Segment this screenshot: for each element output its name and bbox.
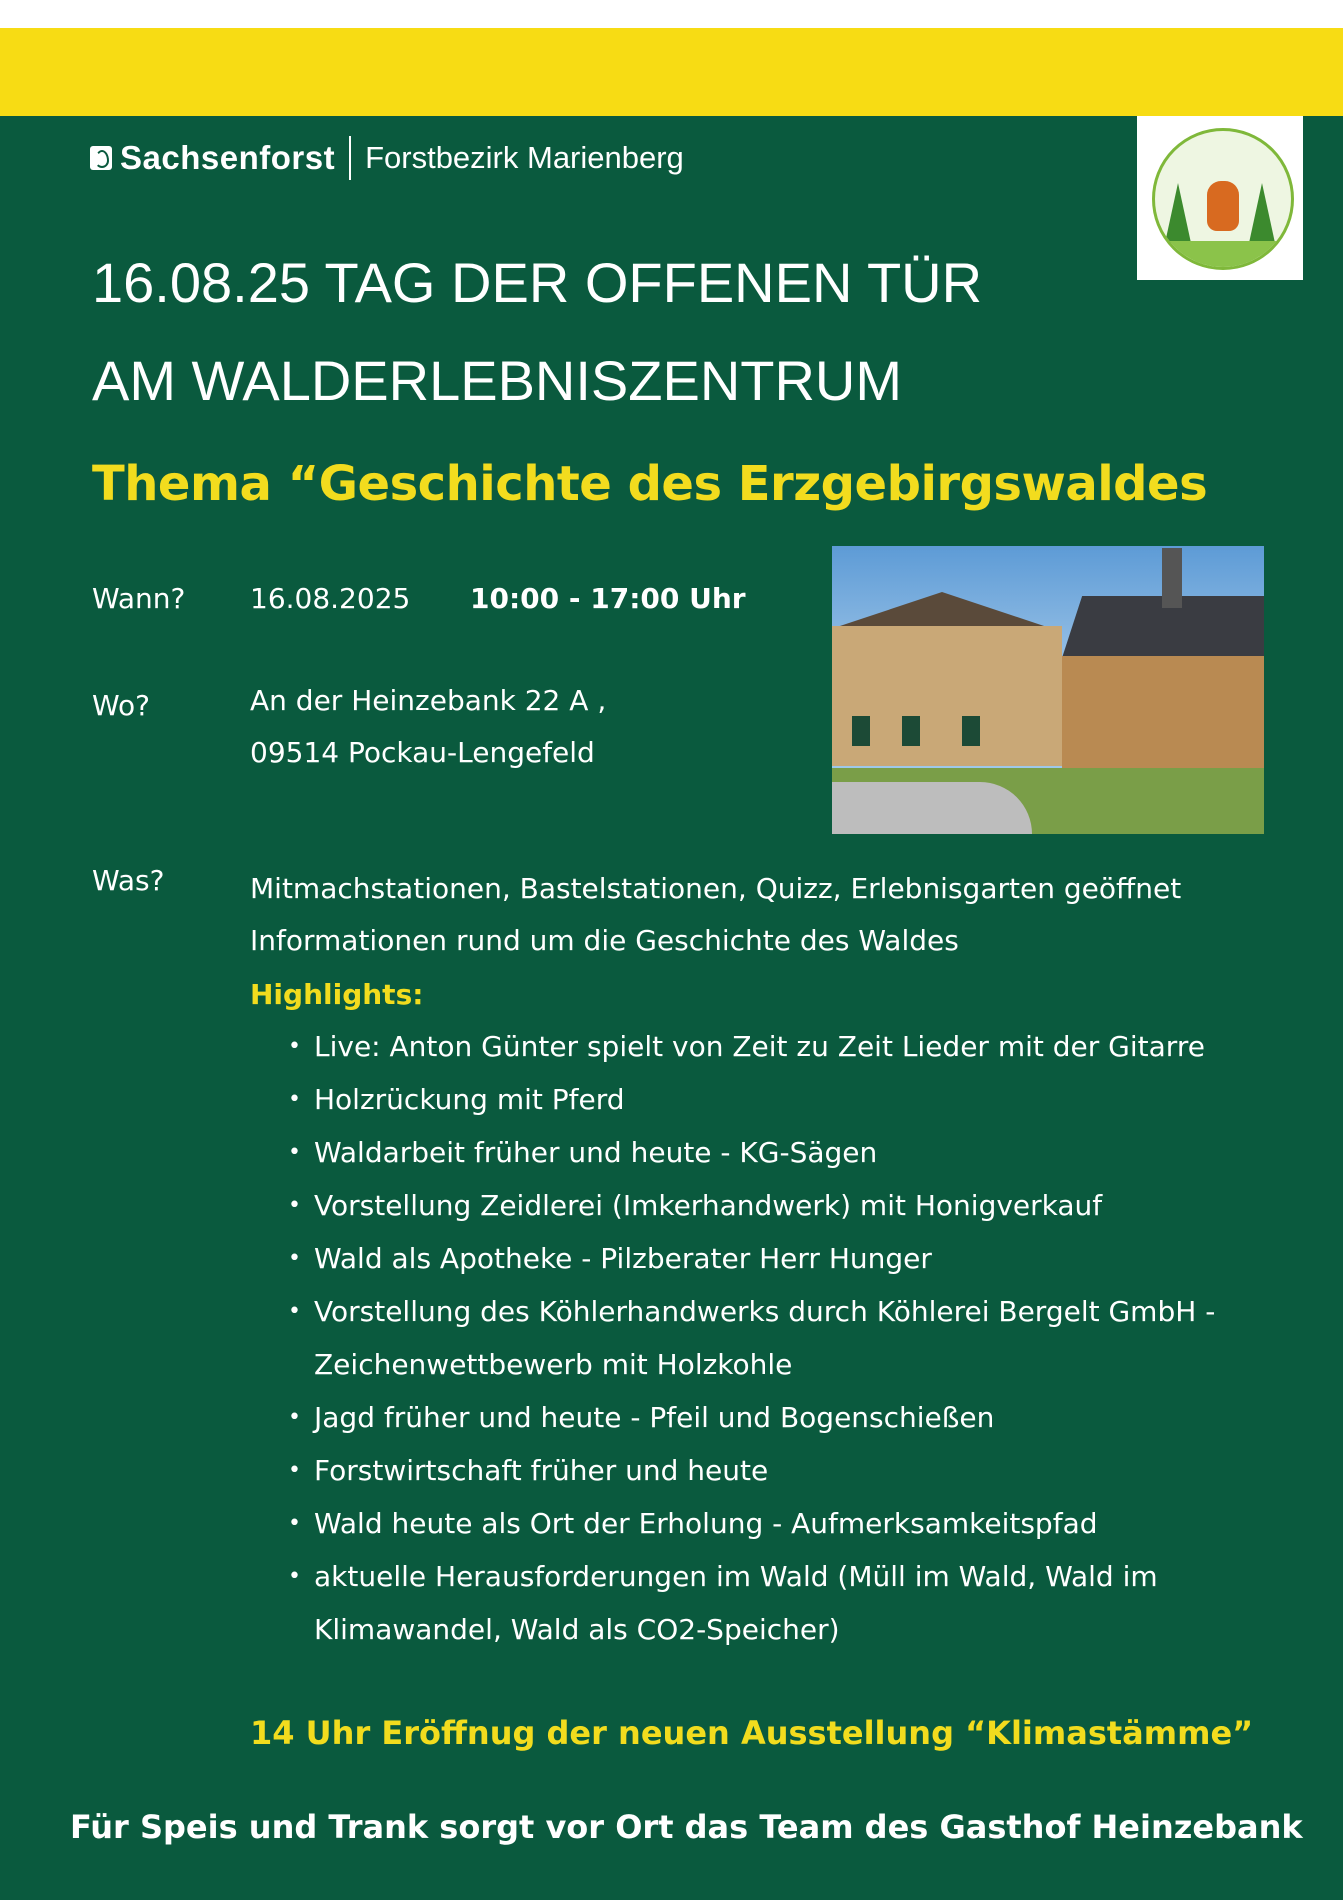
exhibition-opening: 14 Uhr Eröffnug der neuen Ausstellung “Klimastämme”	[250, 1714, 1254, 1752]
address-line-2: 09514 Pockau-Lengefeld	[250, 736, 595, 769]
tree-icon	[1249, 183, 1275, 243]
building-photo	[832, 546, 1264, 834]
catering-note: Für Speis und Trank sorgt vor Ort das Team des Gasthof Heinzebank	[70, 1808, 1303, 1846]
brand-name: Sachsenforst	[120, 139, 336, 176]
flyer-panel	[0, 116, 1343, 1900]
walderlebniszentrum-logo	[1137, 116, 1303, 280]
when-label: Wann?	[92, 582, 186, 615]
list-item: • Wald als Apotheke - Pilzberater Herr Hunger	[314, 1232, 1215, 1285]
list-item-continuation: Zeichenwettbewerb mit Holzkohle	[314, 1348, 793, 1381]
where-label: Wo?	[92, 689, 151, 722]
list-item: • Waldarbeit früher und heute - KG-Sägen	[314, 1126, 1215, 1179]
page-title-line-1: 16.08.25 TAG DER OFFENEN TÜR	[92, 251, 983, 314]
list-item-continuation: Klimawandel, Wald als CO2-Speicher)	[314, 1613, 840, 1646]
list-item: • Holzrückung mit Pferd	[314, 1073, 1215, 1126]
logo-badge	[1152, 128, 1294, 270]
fox-icon	[1207, 181, 1239, 231]
highlights-list	[0, 1020, 1216, 1656]
list-item: • Wald heute als Ort der Erholung - Aufmerksamkeitspfad	[314, 1497, 1215, 1550]
event-date: 16.08.2025	[250, 582, 411, 615]
address-line-1: An der Heinzebank 22 A ,	[250, 684, 607, 717]
list-item: • Vorstellung des Köhlerhandwerks durch Köhlerei Bergelt GmbH -	[314, 1285, 1215, 1338]
what-label: Was?	[92, 864, 165, 897]
sachsenforst-logo-icon	[90, 146, 112, 170]
list-item: • Jagd früher und heute - Pfeil und Bogenschießen	[314, 1391, 1215, 1444]
list-item: • aktuelle Herausforderungen im Wald (Müll im Wald, Wald im	[314, 1550, 1215, 1603]
list-item: • Vorstellung Zeidlerei (Imkerhandwerk) mit Honigverkauf	[314, 1179, 1215, 1232]
page-title-line-2: AM WALDERLEBNISZENTRUM	[92, 349, 903, 412]
highlights-heading: Highlights:	[250, 978, 424, 1011]
tree-icon	[1165, 183, 1191, 243]
activities-line-2: Informationen rund um die Geschichte des Waldes	[250, 924, 959, 957]
list-item: • Live: Anton Günter spielt von Zeit zu Zeit Lieder mit der Gitarre	[314, 1020, 1215, 1073]
district-name: Forstbezirk Marienberg	[365, 140, 684, 175]
activities-line-1: Mitmachstationen, Bastelstationen, Quizz, Erlebnisgarten geöffnet	[250, 872, 1182, 905]
top-color-bar	[0, 28, 1343, 116]
list-item: • Forstwirtschaft früher und heute	[314, 1444, 1215, 1497]
event-time: 10:00 - 17:00 Uhr	[470, 582, 746, 615]
brand-divider	[349, 136, 351, 180]
brand-header	[90, 136, 684, 180]
theme-subtitle: Thema “Geschichte des Erzgebirgswaldes	[92, 456, 1208, 512]
logo-ground	[1155, 241, 1291, 267]
